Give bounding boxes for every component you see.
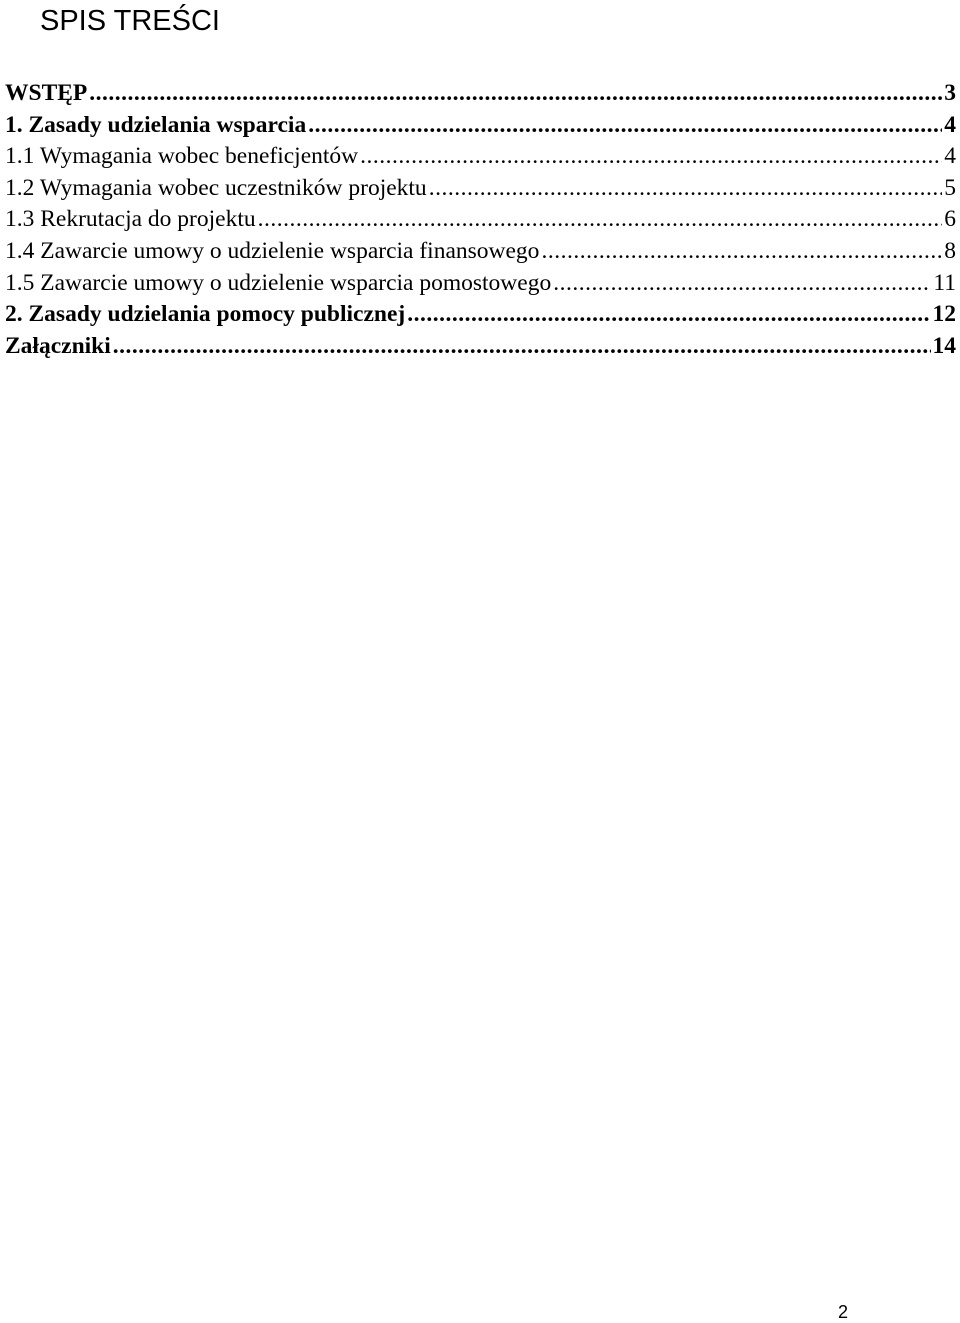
toc-entry-page: 5 (944, 174, 956, 201)
toc-entry[interactable] (5, 331, 960, 363)
toc-dot-leader (87, 78, 942, 110)
toc-dot-leader (358, 141, 942, 173)
toc-entry[interactable] (5, 78, 960, 110)
toc-dot-leader (427, 173, 943, 205)
toc-entry[interactable] (5, 204, 960, 236)
toc-entry-label: 1.5 Zawarcie umowy o udzielenie wsparcia pomostowego (5, 269, 552, 296)
toc-entry-page: 8 (944, 237, 956, 264)
toc-entry[interactable] (5, 299, 960, 331)
table-of-contents (5, 78, 960, 362)
toc-entry[interactable] (5, 236, 960, 268)
toc-dot-leader (256, 204, 943, 236)
toc-entry[interactable] (5, 110, 960, 142)
toc-title: SPIS TREŚCI (40, 5, 220, 37)
toc-dot-leader (405, 299, 930, 331)
toc-entry-label: 1.1 Wymagania wobec beneficjentów (5, 143, 359, 170)
toc-entry-page: 11 (933, 269, 956, 296)
toc-dot-leader (111, 331, 931, 363)
page-number: 2 (838, 1302, 849, 1322)
toc-entry-page: 14 (932, 332, 956, 359)
toc-entry-page: 12 (932, 301, 956, 328)
toc-entry[interactable] (5, 173, 960, 205)
toc-entry[interactable] (5, 141, 960, 173)
toc-entry-page: 4 (944, 111, 956, 138)
toc-entry-label: WSTĘP (5, 80, 88, 106)
toc-entry-label: 1.3 Rekrutacja do projektu (5, 206, 256, 233)
toc-entry-label: 1. Zasady udzielania wsparcia (5, 111, 307, 138)
toc-entry-page: 3 (944, 80, 956, 106)
toc-dot-leader (551, 268, 931, 300)
toc-entry-label: Załączniki (5, 332, 111, 359)
toc-entry[interactable] (5, 268, 960, 300)
toc-entry-page: 6 (944, 206, 956, 233)
toc-entry-label: 1.4 Zawarcie umowy o udzielenie wsparcia finansowego (5, 237, 540, 264)
toc-entry-label: 2. Zasady udzielania pomocy publicznej (5, 301, 406, 328)
toc-dot-leader (306, 110, 942, 142)
toc-dot-leader (539, 236, 942, 268)
toc-entry-label: 1.2 Wymagania wobec uczestników projektu (5, 174, 427, 201)
toc-entry-page: 4 (944, 143, 956, 170)
